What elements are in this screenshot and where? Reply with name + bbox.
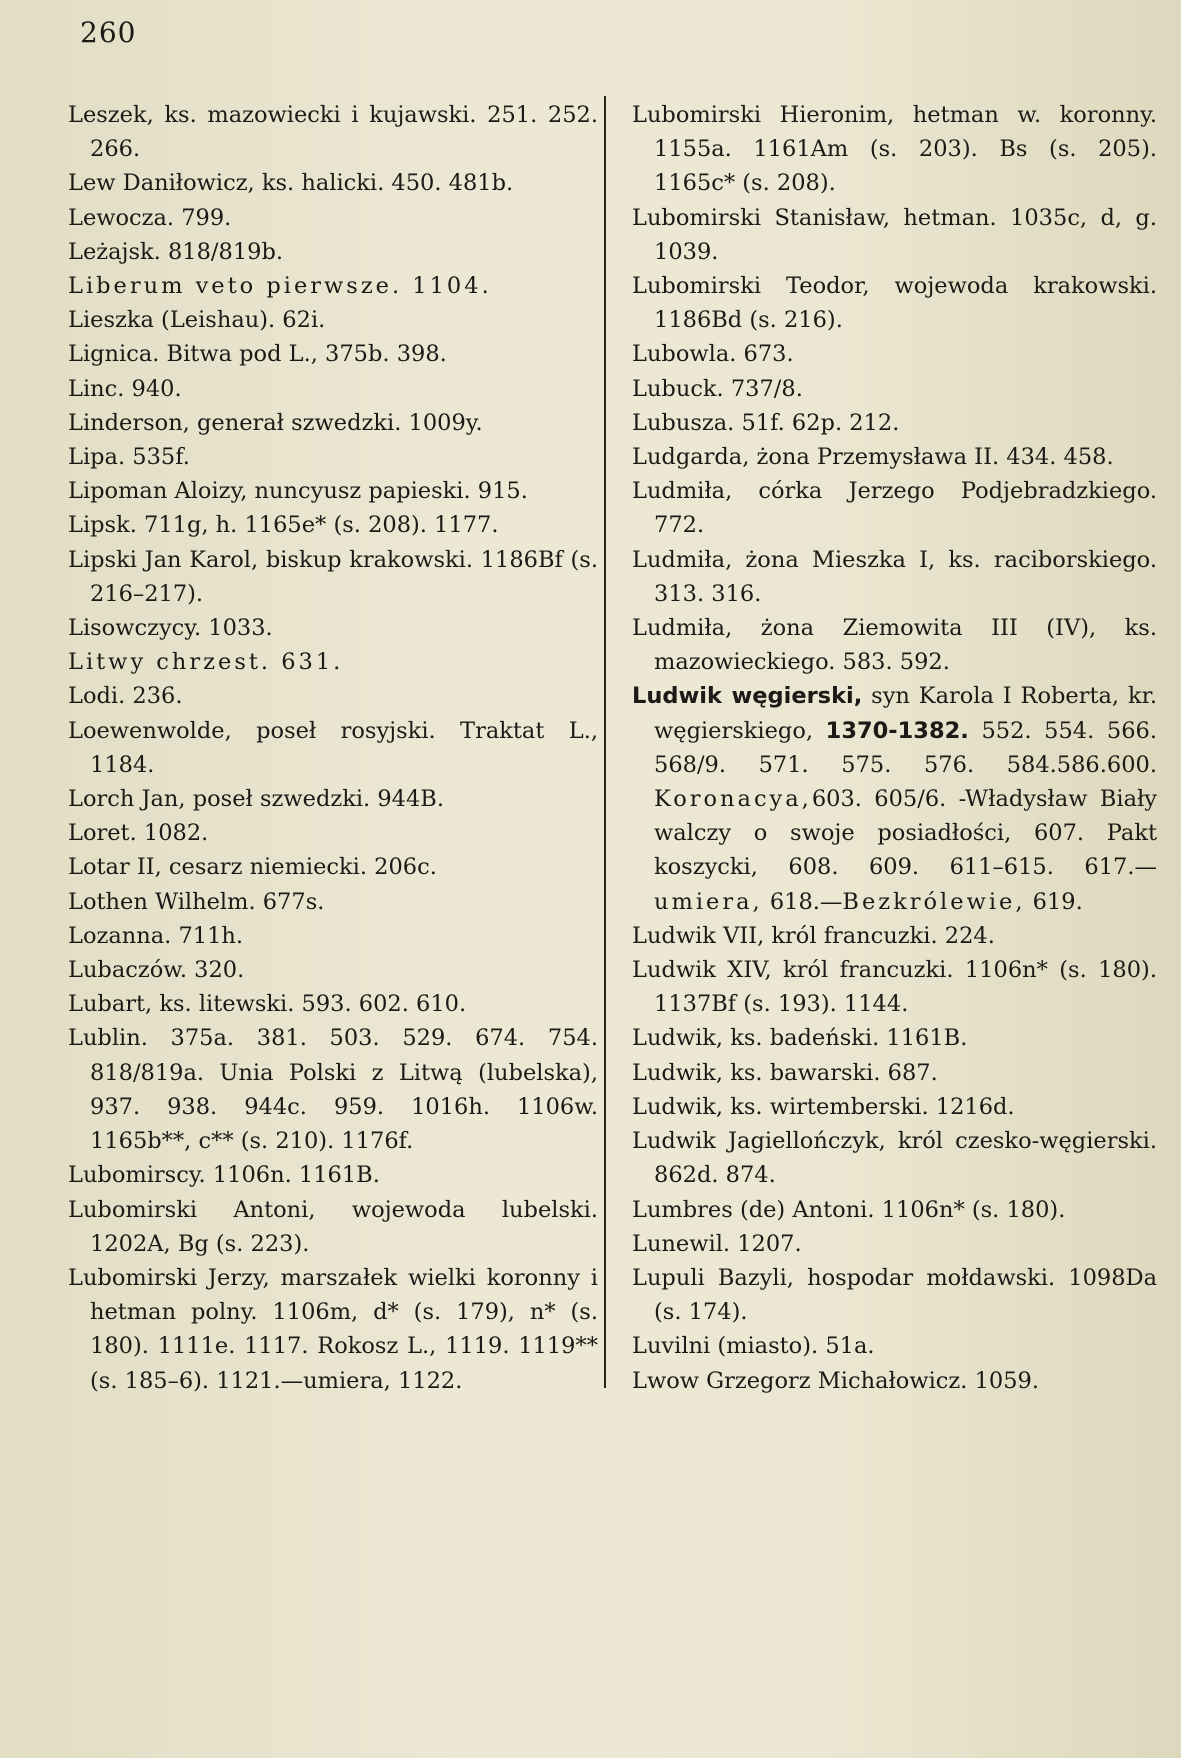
- index-entry: Loret. 1082.: [68, 820, 209, 847]
- index-entry: Ludwik XIV, król francuzki. 1106n* (s. 180). 1137Bf (s. 193). 1144.: [632, 957, 1157, 1018]
- index-entry: Lubomirscy. 1106n. 1161B.: [68, 1162, 380, 1189]
- entry-text: 619.: [1025, 888, 1083, 915]
- index-column-left: [68, 98, 598, 1398]
- index-entry: Lotar II, cesarz niemiecki. 206c.: [68, 854, 437, 881]
- index-entry: Ludwik VII, król francuzki. 224.: [632, 922, 995, 949]
- index-entry-ludwik-wegierski: [632, 679, 1157, 918]
- index-entry: Lubomirski Antoni, wojewoda lubelski. 1202A, Bg (s. 223).: [68, 1196, 598, 1257]
- index-entry: Linderson, generał szwedzki. 1009y.: [68, 409, 483, 436]
- index-entry: Lunewil. 1207.: [632, 1230, 802, 1257]
- index-entry: Lipa. 535f.: [68, 444, 190, 471]
- index-entry: Loewenwolde, poseł rosyjski. Traktat L., 1184.: [68, 717, 598, 778]
- index-entry: Lubomirski Teodor, wojewoda krakowski. 1186Bd (s. 216).: [632, 273, 1157, 334]
- column-divider: [604, 96, 606, 1388]
- index-entry: Luvilni (miasto). 51a.: [632, 1333, 875, 1360]
- index-entry: Leszek, ks. mazowiecki i kujawski. 251. 252. 266.: [68, 102, 598, 163]
- index-entry: Lubuck. 737/8.: [632, 375, 803, 402]
- index-entry: Lew Daniłowicz, ks. halicki. 450. 481b.: [68, 170, 514, 197]
- index-entry: Lodi. 236.: [68, 683, 183, 710]
- index-entry: Lubomirski Stanisław, hetman. 1035c, d, g. 1039.: [632, 204, 1157, 265]
- entry-spaced-term: Koronacya,: [654, 786, 812, 813]
- index-entry: Ludmiła, córka Jerzego Podjebradzkiego. 772.: [632, 478, 1157, 539]
- index-entry: Lwow Grzegorz Michałowicz. 1059.: [632, 1367, 1039, 1394]
- entry-text: 618.—: [762, 888, 843, 915]
- index-entry: Ludmiła, żona Mieszka I, ks. raciborskiego. 313. 316.: [632, 546, 1157, 607]
- index-entry: Litwy chrzest. 631.: [68, 649, 344, 676]
- index-entry: Lieszka (Leishau). 62i.: [68, 307, 326, 334]
- index-entry: Lumbres (de) Antoni. 1106n* (s. 180).: [632, 1196, 1066, 1223]
- index-entry: Ludwik Jagiellończyk, król czesko-węgierski. 862d. 874.: [632, 1128, 1157, 1189]
- index-entry: Lipoman Aloizy, nuncyusz papieski. 915.: [68, 478, 528, 505]
- index-entry: Lupuli Bazyli, hospodar mołdawski. 1098Da (s. 174).: [632, 1264, 1157, 1326]
- index-entry: Lignica. Bitwa pod L., 375b. 398.: [68, 341, 447, 368]
- index-entry: Lubomirski Jerzy, marszałek wielki koronny i hetman polny. 1106m, d* (s. 179), n* (s. 180). 1111e. 1117. Rokosz L., 1119. 1119** (s. 185–6). 1121.—umiera, 1122.: [68, 1264, 598, 1394]
- entry-text: 552. 554. 566. 568/9. 571. 575. 576. 584.586.600.: [654, 717, 1157, 778]
- index-entry: Ludwik, ks. badeński. 1161B.: [632, 1025, 968, 1052]
- index-entry: Ludwik, ks. bawarski. 687.: [632, 1059, 938, 1086]
- index-entry: Lublin. 375a. 381. 503. 529. 674. 754. 818/819a. Unia Polski z Litwą (lubelska), 937. 938. 944c. 959. 1016h. 1106w. 1165b**, c** (s. 210). 1176f.: [68, 1025, 598, 1155]
- entry-spaced-term: Bezkrólewie,: [842, 888, 1026, 915]
- page-number: 260: [80, 16, 137, 49]
- index-entry: Lubaczów. 320.: [68, 957, 245, 984]
- index-entry: Lorch Jan, poseł szwedzki. 944B.: [68, 786, 444, 813]
- index-entry: Lipski Jan Karol, biskup krakowski. 1186Bf (s. 216–217).: [68, 546, 598, 607]
- index-entry: Lipsk. 711g, h. 1165e* (s. 208). 1177.: [68, 512, 499, 539]
- index-entry: Lubowla. 673.: [632, 341, 794, 368]
- entry-text: 603. 605/6. -Władysław Biały walczy o swoje posiadłości, 607. Pakt koszycki, 608. 609. 611–615. 617.—: [654, 786, 1157, 881]
- index-entry: Ludwik, ks. wirtemberski. 1216d.: [632, 1093, 1015, 1120]
- entry-spaced-term: umiera,: [654, 888, 763, 915]
- index-entry: Linc. 940.: [68, 375, 182, 402]
- index-entry: Ludmiła, żona Ziemowita III (IV), ks. mazowieckiego. 583. 592.: [632, 615, 1157, 676]
- index-entry: Lubusza. 51f. 62p. 212.: [632, 409, 900, 436]
- index-entry: Lozanna. 711h.: [68, 922, 244, 949]
- entry-text: syn Karola I Roberta, kr. węgierskiego,: [654, 683, 1158, 744]
- index-entry: Lisowczycy. 1033.: [68, 615, 273, 642]
- entry-years: 1370-1382.: [825, 717, 969, 744]
- index-entry: Lubomirski Hieronim, hetman w. koronny. 1155a. 1161Am (s. 203). Bs (s. 205). 1165c* (s. 208).: [632, 102, 1157, 197]
- index-entry: Liberum veto pierwsze. 1104.: [68, 273, 492, 300]
- entry-headword: Ludwik węgierski,: [632, 683, 863, 710]
- index-column-right: [632, 98, 1157, 1398]
- index-entry: Lubart, ks. litewski. 593. 602. 610.: [68, 991, 467, 1018]
- index-entry: Ludgarda, żona Przemysława II. 434. 458.: [632, 444, 1114, 471]
- index-entry: Leżajsk. 818/819b.: [68, 238, 284, 265]
- index-entry: Lewocza. 799.: [68, 204, 232, 231]
- index-entry: Lothen Wilhelm. 677s.: [68, 888, 325, 915]
